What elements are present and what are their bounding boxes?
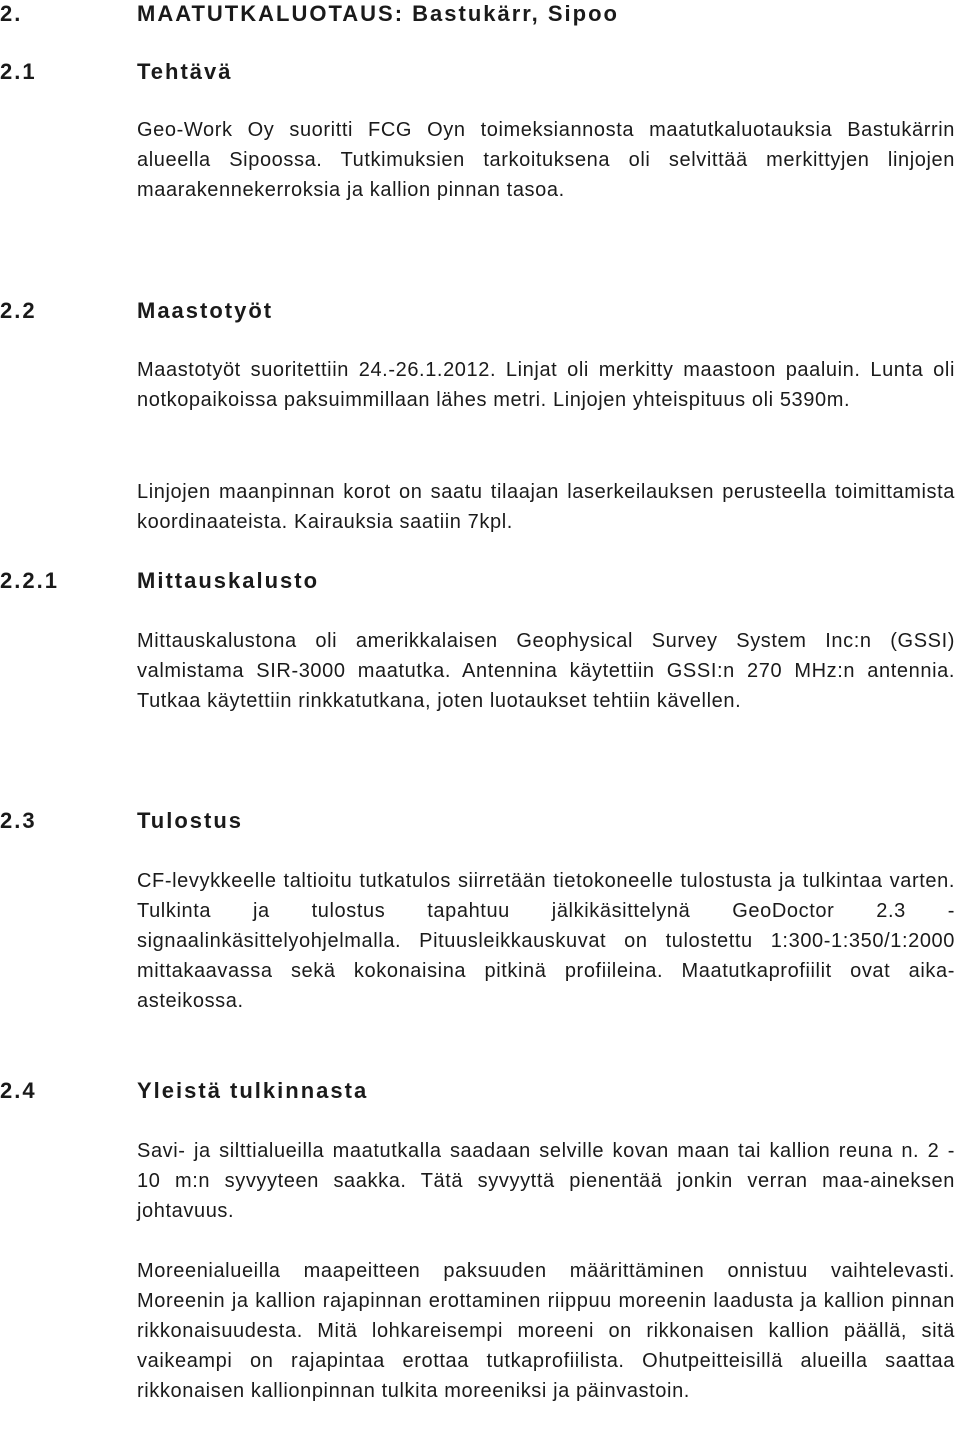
- section-2-4-paragraph-2: [137, 1256, 955, 1406]
- section-title: Yleistä tulkinnasta: [137, 1078, 369, 1103]
- section-number: 2.1: [0, 59, 37, 84]
- paragraph-text: Maastotyöt suoritettiin 24.-26.1.2012. Linjat oli merkitty maastoon paaluin. Lunta oli notkopaikoissa paksuimmillaan lähes metri. Linjojen yhteispituus oli 5390m.: [137, 359, 955, 411]
- section-number: 2.4: [0, 1078, 37, 1103]
- section-title: Tulostus: [137, 808, 244, 833]
- paragraph-text: Geo-Work Oy suoritti FCG Oyn toimeksiannosta maatutkaluotauksia Bastukärrin alueella Sipoossa. Tutkimuksien tarkoituksena oli selvittää merkittyjen linjojen maarakennekerroksia ja kallion pinnan tasoa.: [137, 119, 955, 201]
- section-2-1-paragraph: [137, 115, 955, 205]
- section-number: 2.3: [0, 808, 37, 833]
- paragraph-text: Mittauskalustona oli amerikkalaisen Geophysical Survey System Inc:n (GSSI) valmistama SIR-3000 maatutka. Antennina käytettiin GSSI:n 270 MHz:n antennia. Tutkaa käytettiin rinkkatutkana, joten luotaukset tehtiin kävellen.: [137, 630, 955, 712]
- paragraph-text: CF-levykkeelle taltioitu tutkatulos siirretään tietokoneelle tulostusta ja tulkintaa varten. Tulkinta ja tulostus tapahtuu jälkikäsittelynä GeoDoctor 2.3 -signaalinkäsittelyohjelmalla. Pituusleikkauskuvat on tulostettu 1:300-1:350/1:2000 mittakaavassa sekä kokonaisina pitkinä profiileina. Maatutkaprofiilit ovat aika-asteikossa.: [137, 870, 955, 1012]
- section-2-2-paragraph-1: [137, 355, 955, 415]
- paragraph-text: Linjojen maanpinnan korot on saatu tilaajan laserkeilauksen perusteella toimittamista koordinaateista. Kairauksia saatiin 7kpl.: [137, 481, 955, 533]
- paragraph-text: Savi- ja silttialueilla maatutkalla saadaan selville kovan maan tai kallion reuna n. 2 - 10 m:n syvyyteen saakka. Tätä syvyyttä pienentää jonkin verran maa-aineksen johtavuus.: [137, 1140, 955, 1222]
- section-title: MAATUTKALUOTAUS: Bastukärr, Sipoo: [137, 1, 619, 26]
- section-number: 2.: [0, 1, 23, 26]
- section-2-2-1-paragraph: [137, 626, 955, 716]
- section-2-2-paragraph-2: [137, 477, 955, 537]
- section-title: Mittauskalusto: [137, 568, 320, 593]
- section-title: Tehtävä: [137, 59, 233, 84]
- section-number: 2.2.1: [0, 568, 59, 593]
- section-2-3-paragraph: [137, 866, 955, 1016]
- paragraph-text: Moreenialueilla maapeitteen paksuuden määrittäminen onnistuu vaihtelevasti. Moreenin ja kallion rajapinnan erottaminen riippuu moreenin laadusta ja kallion pinnan rikkonaisuudesta. Mitä lohkareisempi moreeni on rikkonaisen kallion päällä, sitä vaikeampi on rajapintaa erottaa tutkaprofiilista. Ohutpeitteisillä alueilla saattaa rikkonaisen kallionpinnan tulkita moreeniksi ja päinvastoin.: [137, 1260, 955, 1402]
- section-number: 2.2: [0, 298, 37, 323]
- section-title: Maastotyöt: [137, 298, 274, 323]
- section-2-4-paragraph-1: [137, 1136, 955, 1226]
